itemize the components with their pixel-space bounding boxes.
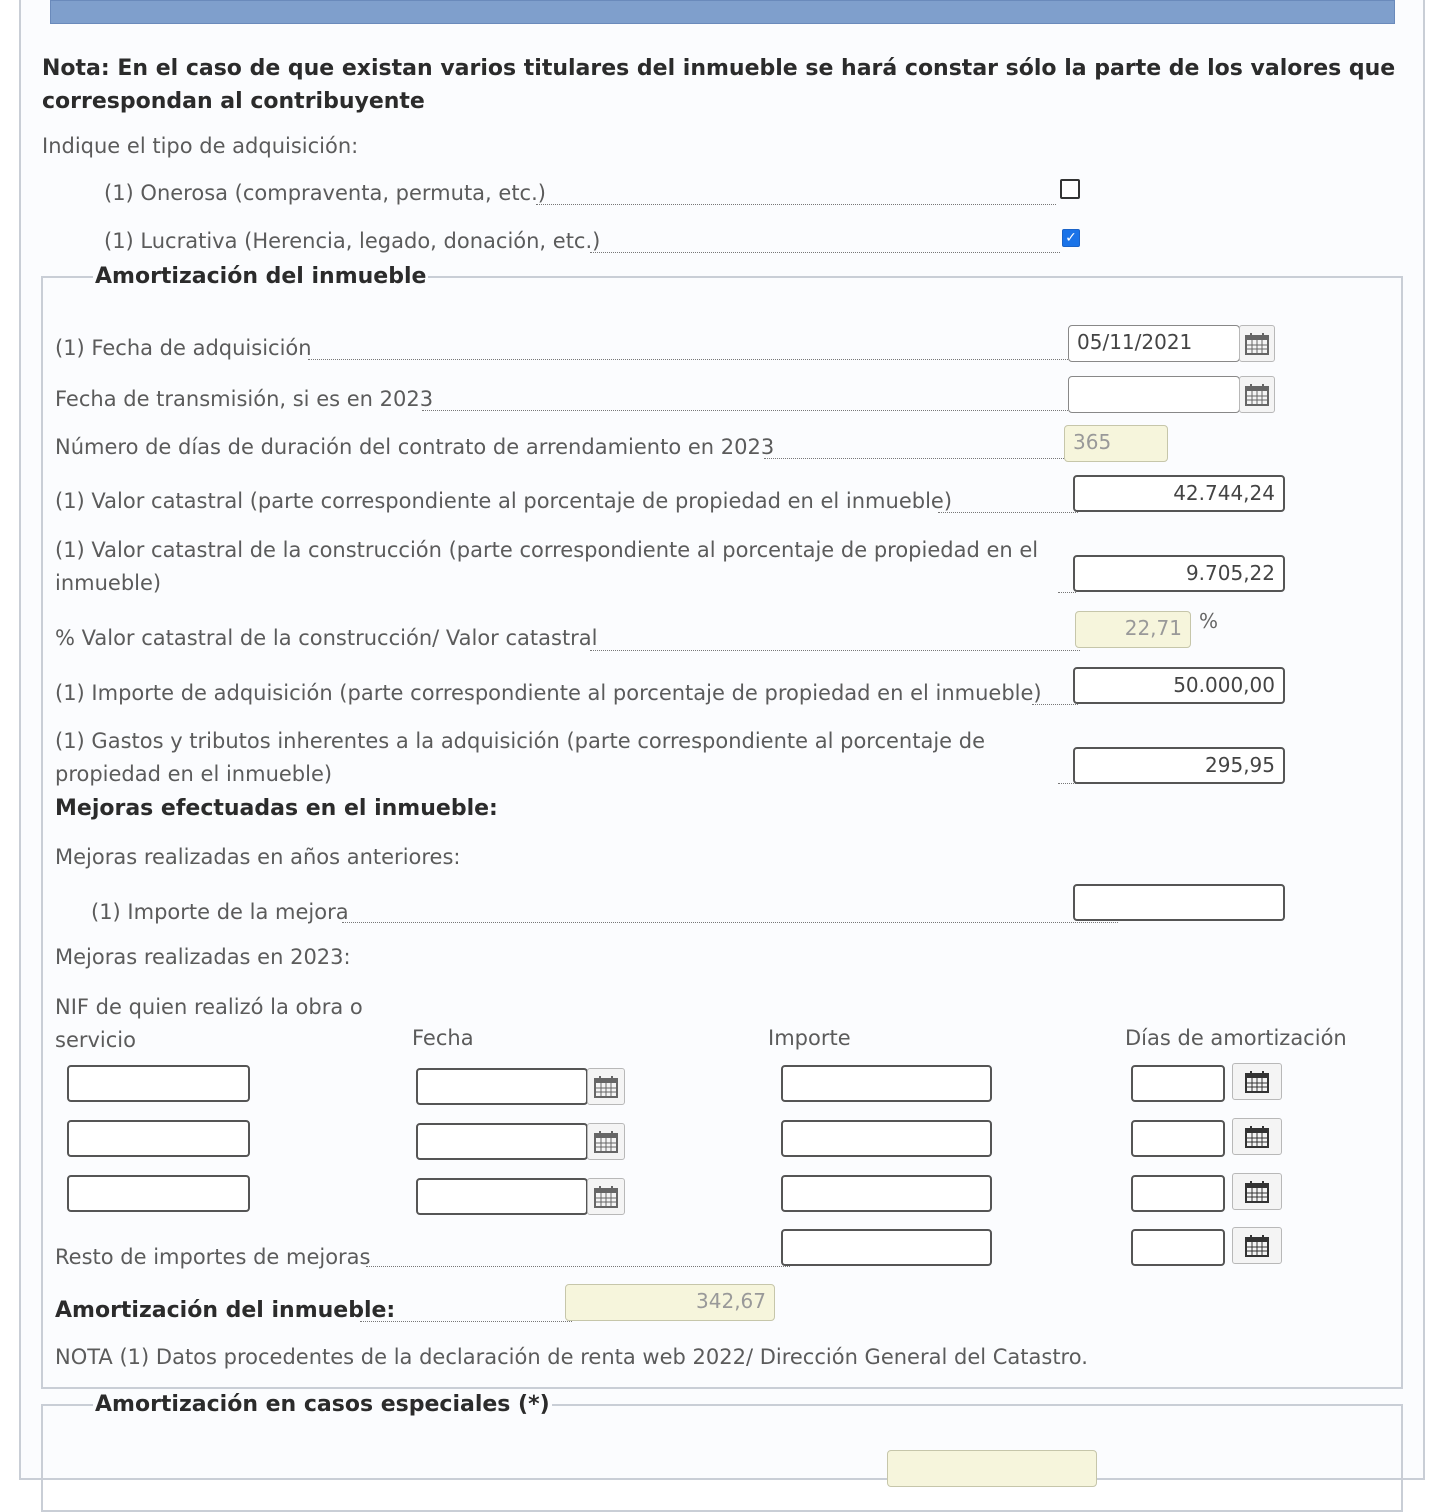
calendar-icon xyxy=(594,1186,618,1208)
leader-dots xyxy=(590,650,1080,651)
especiales-legend: Amortización en casos especiales (*) xyxy=(95,1392,550,1417)
especiales-field xyxy=(887,1450,1097,1487)
percent-symbol: % xyxy=(1199,609,1219,633)
leader-dots xyxy=(342,922,1118,923)
fecha-transmision-input[interactable] xyxy=(1068,376,1240,413)
importe-mejora-input[interactable] xyxy=(1073,884,1285,921)
section-header-bar xyxy=(50,0,1395,24)
fecha-adquisicion-label: (1) Fecha de adquisición xyxy=(55,336,312,360)
mejora-nif-input[interactable] xyxy=(67,1175,250,1212)
mejora-fecha-input[interactable] xyxy=(416,1178,588,1215)
footnote: NOTA (1) Datos procedentes de la declaración de renta web 2022/ Dirección General del Catastro. xyxy=(55,1345,1088,1369)
fecha-transmision-calendar-button[interactable] xyxy=(1239,376,1275,413)
mejora-fecha-calendar-button[interactable] xyxy=(587,1123,625,1160)
amortizacion-total-field: 342,67 xyxy=(565,1284,775,1321)
amortizacion-legend: Amortización del inmueble xyxy=(95,264,427,289)
mejoras-anteriores-label: Mejoras realizadas en años anteriores: xyxy=(55,845,461,869)
onerosa-label: (1) Onerosa (compraventa, permuta, etc.) xyxy=(104,181,546,205)
valor-construccion-label: (1) Valor catastral de la construcción (parte correspondiente al porcentaje de propiedad en el inmueble) xyxy=(55,538,1039,595)
ownership-note: Nota: En el caso de que existan varios titulares del inmueble se hará constar sólo la parte de los valores que correspondan al contribuyente xyxy=(42,56,1396,114)
mejora-fecha-input[interactable] xyxy=(416,1123,588,1160)
amortizacion-total-label: Amortización del inmueble: xyxy=(55,1298,396,1323)
lucrativa-checkbox[interactable] xyxy=(1062,229,1080,247)
porcentaje-field: 22,71 xyxy=(1075,611,1191,648)
gastos-input[interactable]: 295,95 xyxy=(1073,747,1285,784)
mejora-dias-input[interactable] xyxy=(1131,1175,1225,1212)
column-header-dias: Días de amortización xyxy=(1125,1026,1347,1050)
resto-dias-calendar-button[interactable] xyxy=(1232,1227,1282,1264)
leader-dots xyxy=(366,1266,790,1267)
mejora-fecha-calendar-button[interactable] xyxy=(587,1178,625,1215)
leader-dots xyxy=(308,359,1068,360)
lucrativa-label: (1) Lucrativa (Herencia, legado, donación, etc.) xyxy=(104,229,601,253)
mejoras-heading: Mejoras efectuadas en el inmueble: xyxy=(55,796,498,821)
mejora-nif-input[interactable] xyxy=(67,1120,250,1157)
leader-dots xyxy=(536,204,1056,205)
column-header-importe: Importe xyxy=(768,1026,851,1050)
importe-mejora-label: (1) Importe de la mejora xyxy=(91,900,349,924)
resto-mejoras-label: Resto de importes de mejoras xyxy=(55,1245,371,1269)
leader-dots xyxy=(1032,704,1078,705)
leader-dots xyxy=(764,458,1064,459)
importe-adquisicion-input[interactable]: 50.000,00 xyxy=(1073,667,1285,704)
valor-construccion-input[interactable]: 9.705,22 xyxy=(1073,555,1285,592)
leader-dots xyxy=(590,252,1060,253)
calendar-icon xyxy=(594,1131,618,1153)
valor-catastral-label: (1) Valor catastral (parte correspondiente al porcentaje de propiedad en el inmueble) xyxy=(55,489,953,513)
column-header-fecha: Fecha xyxy=(412,1026,474,1050)
mejora-importe-input[interactable] xyxy=(781,1120,992,1157)
column-header-nif: NIF de quien realizó la obra o servicio xyxy=(55,995,363,1052)
importe-adquisicion-label: (1) Importe de adquisición (parte correspondiente al porcentaje de propiedad en el inmueble) xyxy=(55,681,1042,705)
leader-dots xyxy=(422,410,1068,411)
mejora-importe-input[interactable] xyxy=(781,1175,992,1212)
fecha-adquisicion-calendar-button[interactable] xyxy=(1239,325,1275,362)
mejora-fecha-calendar-button[interactable] xyxy=(587,1068,625,1105)
mejora-dias-input[interactable] xyxy=(1131,1065,1225,1102)
calendar-icon xyxy=(1245,1235,1269,1257)
mejora-nif-input[interactable] xyxy=(67,1065,250,1102)
acquisition-type-prompt: Indique el tipo de adquisición: xyxy=(42,134,359,158)
calendar-icon xyxy=(1245,333,1269,355)
mejora-dias-calendar-button[interactable] xyxy=(1232,1063,1282,1100)
valor-catastral-input[interactable]: 42.744,24 xyxy=(1073,475,1285,512)
resto-importe-input[interactable] xyxy=(781,1229,992,1266)
fecha-transmision-label: Fecha de transmisión, si es en 2023 xyxy=(55,387,434,411)
mejora-dias-calendar-button[interactable] xyxy=(1232,1173,1282,1210)
check-icon: ✓ xyxy=(1065,230,1077,246)
dias-contrato-field: 365 xyxy=(1064,425,1168,462)
calendar-icon xyxy=(594,1076,618,1098)
dias-contrato-label: Número de días de duración del contrato de arrendamiento en 2023 xyxy=(55,435,775,459)
mejora-dias-calendar-button[interactable] xyxy=(1232,1118,1282,1155)
onerosa-checkbox[interactable] xyxy=(1060,179,1080,199)
leader-dots xyxy=(1058,783,1076,784)
mejoras-2023-label: Mejoras realizadas en 2023: xyxy=(55,945,351,969)
porcentaje-label: % Valor catastral de la construcción/ Valor catastral xyxy=(55,626,598,650)
calendar-icon xyxy=(1245,1126,1269,1148)
mejora-dias-input[interactable] xyxy=(1131,1120,1225,1157)
mejora-fecha-input[interactable] xyxy=(416,1068,588,1105)
calendar-icon xyxy=(1245,384,1269,406)
amortizacion-fieldset xyxy=(41,264,1403,1389)
leader-dots xyxy=(938,512,1078,513)
fecha-adquisicion-input[interactable]: 05/11/2021 xyxy=(1068,325,1240,362)
especiales-fieldset xyxy=(41,1392,1403,1512)
calendar-icon xyxy=(1245,1181,1269,1203)
calendar-icon xyxy=(1245,1071,1269,1093)
mejora-importe-input[interactable] xyxy=(781,1065,992,1102)
resto-dias-input[interactable] xyxy=(1131,1229,1225,1266)
leader-dots xyxy=(360,1321,572,1322)
leader-dots xyxy=(1058,592,1076,593)
gastos-label: (1) Gastos y tributos inherentes a la adquisición (parte correspondiente al porcentaje de propiedad en el inmueble) xyxy=(55,729,986,786)
